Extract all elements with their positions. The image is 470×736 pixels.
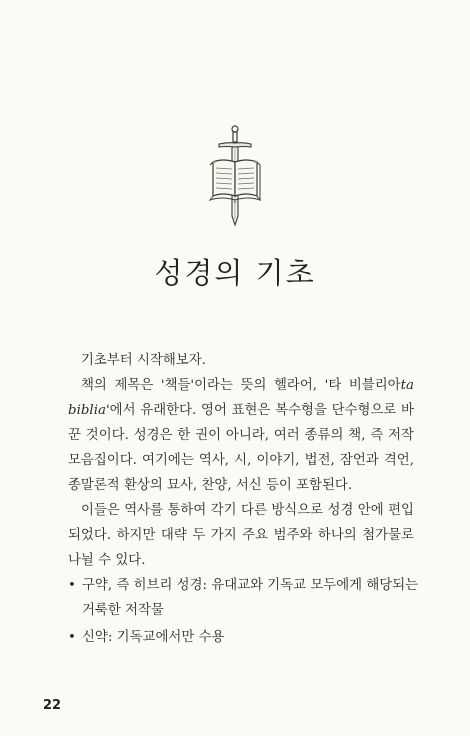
body-text — [68, 348, 414, 573]
paragraph-text: '에서 유래한다. 영어 표현은 복수형을 단수형으로 바꾼 것이다. 성경은 한 권이 아니라, 여러 종류의 책, 즉 저작 모음집이다. 여기에는 역사, 시, 이야기, 법전, 잠언과 격언, 종말론적 환상의 묘사, 찬양, 서신 등이 포함된다. — [68, 403, 414, 493]
page-number: 22 — [43, 698, 62, 713]
paragraph-text: 책의 제목은 '책들'이라는 뜻의 헬라어, '타 비블리아 — [81, 378, 401, 393]
paragraph-title-origin — [68, 373, 414, 498]
bullet-list — [68, 573, 420, 652]
list-item — [68, 573, 420, 623]
paragraph-intro: 기초부터 시작해보자. — [81, 353, 206, 368]
paragraph-canon: 이들은 역사를 통하여 각기 다른 방식으로 성경 안에 편입되었다. 하지만 대략 두 가지 주요 범주와 하나의 첨가물로 나뉠 수 있다. — [68, 503, 414, 568]
italic-term: ta biblia — [68, 378, 414, 418]
list-item — [68, 625, 420, 650]
bullet-mark: • — [68, 630, 76, 645]
sword-and-open-book-icon — [205, 124, 265, 228]
list-item-text: 구약, 즉 히브리 성경: 유대교와 기독교 모두에게 해당되는 거룩한 저작물 — [82, 578, 419, 618]
bullet-mark: • — [68, 578, 76, 593]
chapter-title: 성경의 기초 — [154, 256, 316, 291]
list-item-text: 신약: 기독교에서만 수용 — [82, 630, 225, 645]
